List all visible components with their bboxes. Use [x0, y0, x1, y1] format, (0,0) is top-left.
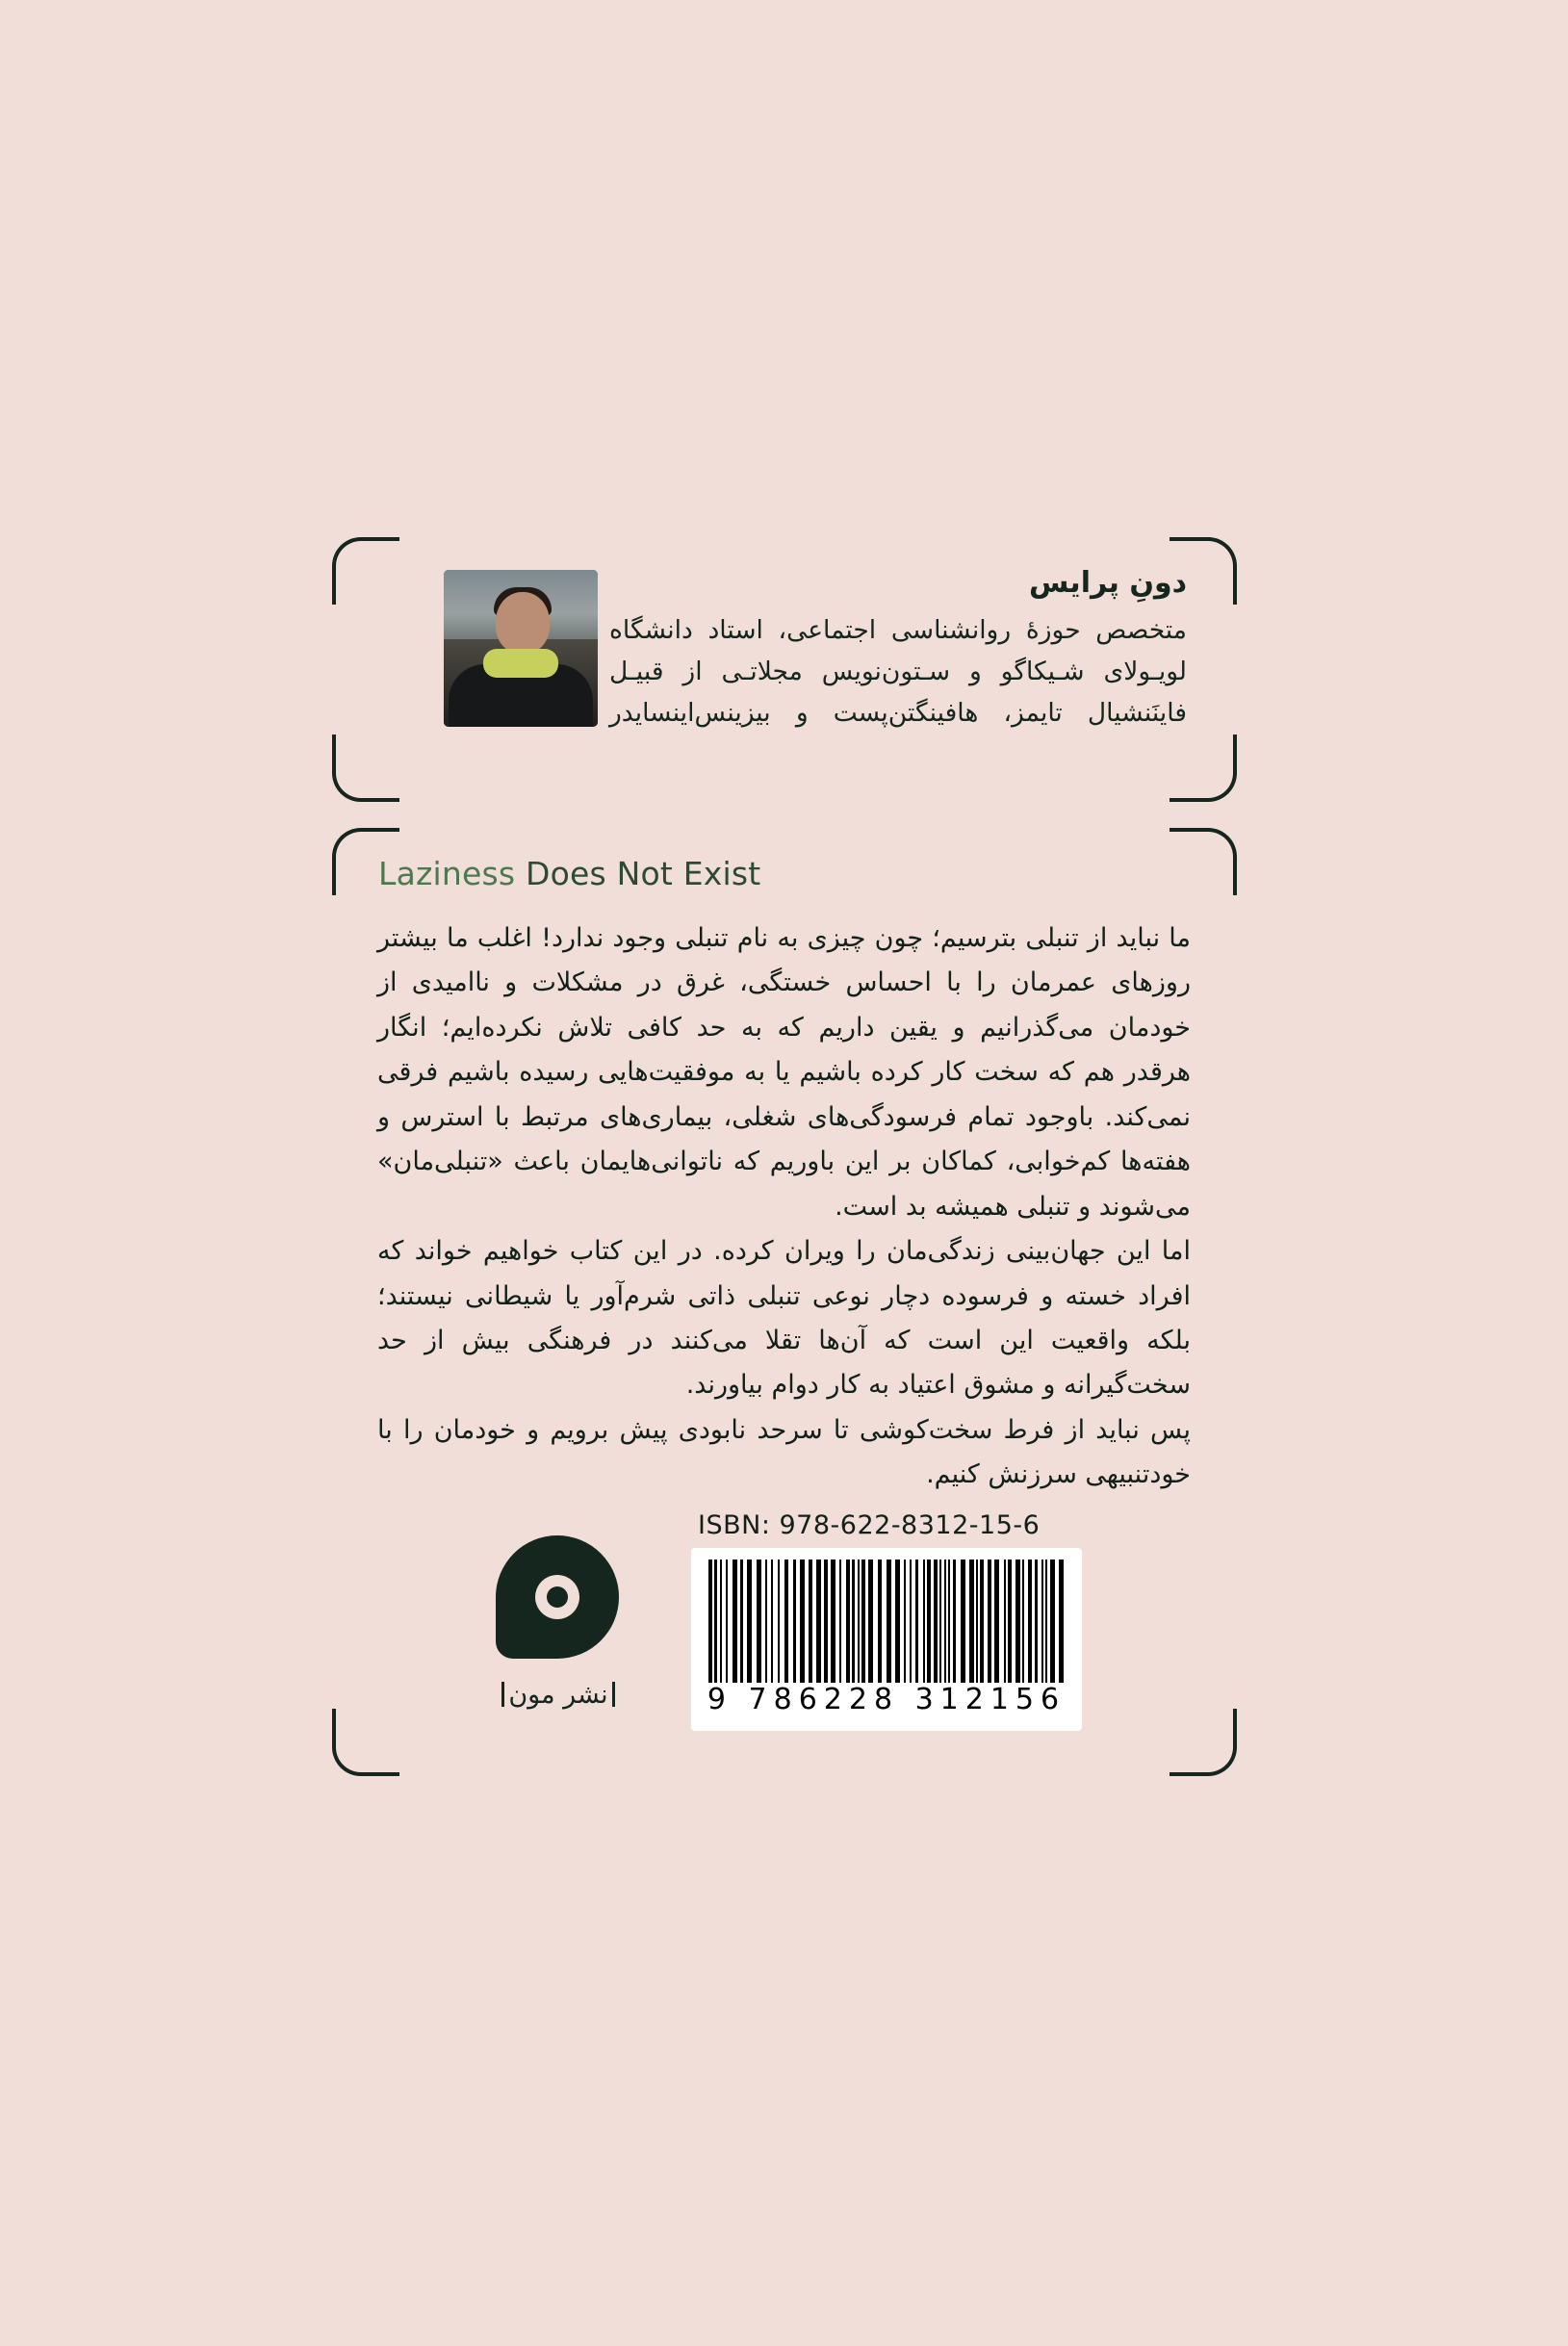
- barcode-digits: 9 786228 312156: [707, 1683, 1067, 1716]
- frame-corner-bottom-left: [332, 735, 399, 802]
- blurb-text: [377, 916, 1191, 1498]
- blurb-corner-top-right: [1170, 828, 1237, 895]
- portrait-head: [496, 592, 550, 654]
- isbn-label: ISBN: 978-622-8312-15-6: [698, 1510, 1041, 1540]
- publisher-logo: [476, 1535, 640, 1738]
- logo-divider-2: [501, 1682, 504, 1707]
- publisher-name-text: نشر مون: [508, 1680, 608, 1710]
- frame-corner-bottom-right: [1170, 735, 1237, 802]
- logo-divider: [612, 1682, 615, 1707]
- barcode: [691, 1548, 1082, 1731]
- portrait-scarf: [483, 649, 558, 678]
- author-block: [332, 537, 1237, 802]
- blurb-paragraph-3: پس نباید از فرط سخت‌کوشی تا سرحد نابودی پیش برویم و خودمان را با خودتنبیهی سرزنش کنیم.: [377, 1414, 1191, 1490]
- original-title: Laziness Does Not Exist: [378, 855, 761, 892]
- blurb-corner-bottom-left: [332, 1709, 399, 1776]
- frame-corner-top-left: [332, 537, 399, 605]
- blurb-paragraph-2: اما این جهان‌بینی زندگی‌مان را ویران کرده. در این کتاب خواهیم خواند که افراد خسته و فرسوده دچار نوعی تنبلی ذاتی شرم‌آور یا شیطانی نیستند؛ بلکه واقعیت این است که آن‌ها تقلا می‌کنند در فرهنگی بیش از حد سخت‌گیرانه و مشوق اعتیاد به کار دوام بیاورند.: [377, 1236, 1191, 1401]
- blurb-corner-bottom-right: [1170, 1709, 1237, 1776]
- barcode-bars: [708, 1560, 1067, 1683]
- publisher-name: [476, 1680, 640, 1710]
- moon-logo-icon: [496, 1535, 619, 1659]
- blurb-paragraph-1: ما نباید از تنبلی بترسیم؛ چون چیزی به نام تنبلی وجود ندارد! اغلب ما بیشتر روزهای عمرمان را با احساس خستگی، غرق در مشکلات و ناامیدی از خودمان می‌گذرانیم و یقین داریم که به حد کافی تلاش نکرده‌ایم؛ انگار هرقدر هم که سخت کار کرده باشیم یا به موفقیت‌هایی رسیده باشیم فرقی نمی‌کند. باوجود تمام فرسودگی‌های شغلی، بیماری‌های مرتبط با استرس و هفته‌ها کم‌خوابی، کماکان بر این باوریم که ناتوانی‌هایمان باعث «تنبلی‌مان» می‌شوند و تنبلی همیشه بد است.: [377, 923, 1191, 1222]
- author-bio: متخصص حوزهٔ روانشناسی اجتماعی، استاد دانشگاه لویـولای شـیکاگو و سـتون‌نویس مجلاتـی از قبیـل فاینَنشیال تایمز، هافینگتن‌پست و بیزینس‌اینسایدر: [609, 615, 1187, 728]
- author-portrait: [444, 570, 598, 727]
- author-name: دونِ پرایس: [1029, 566, 1187, 600]
